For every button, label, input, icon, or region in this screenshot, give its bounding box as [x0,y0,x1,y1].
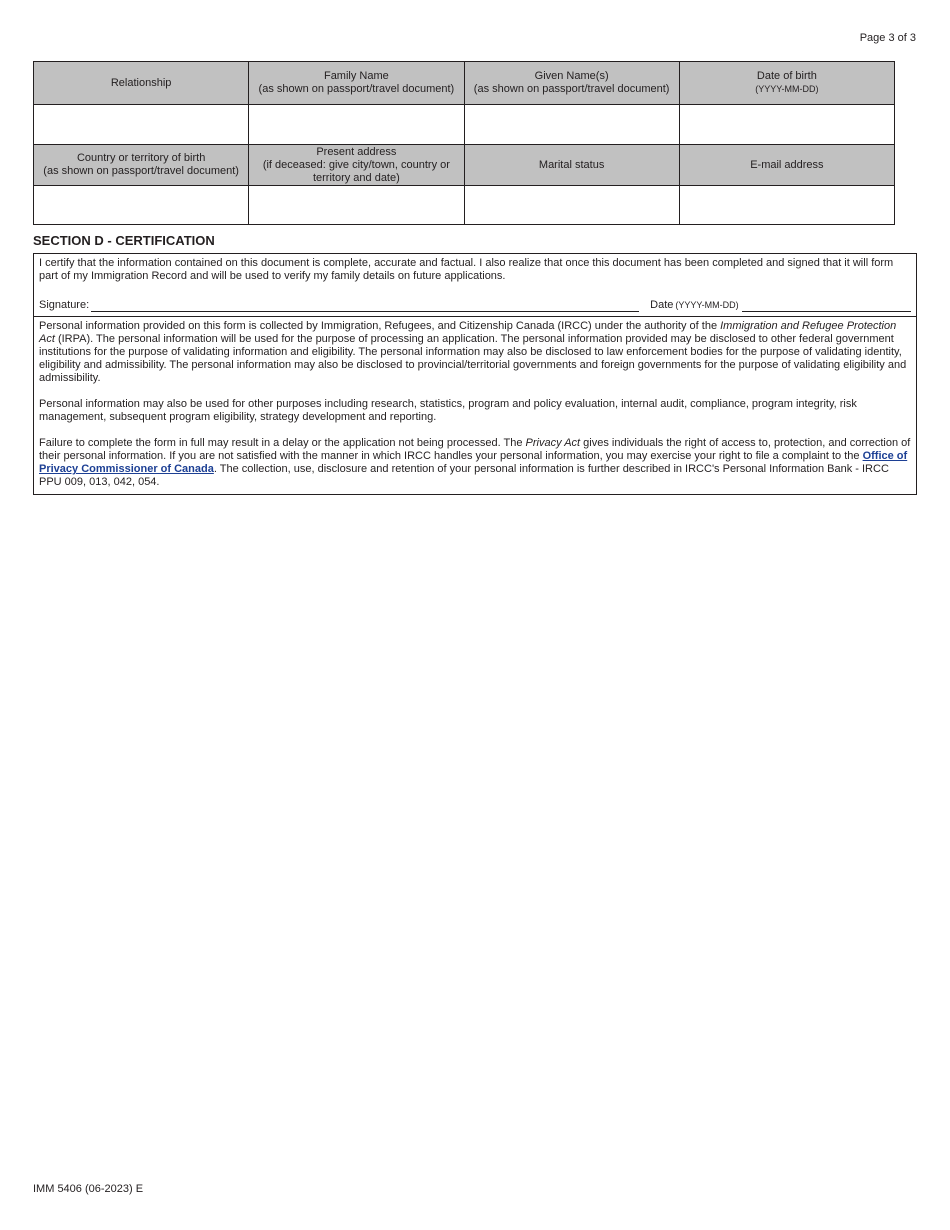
dob-header-label: Date of birth [756,70,817,82]
relationship-cell [34,105,249,145]
country-birth-field[interactable] [37,190,245,220]
privacy-paragraph-3 [39,437,911,489]
signature-row [39,296,911,312]
privacy-commissioner-link[interactable]: Office of Privacy Commissioner of Canada [39,450,908,475]
section-d-title: SECTION D - CERTIFICATION [33,233,215,248]
family-name-field[interactable] [252,110,460,140]
page-number: Page 3 of 3 [859,32,916,44]
country-birth-header [34,145,249,186]
date-format-hint: (YYYY-MM-DD) [675,300,739,310]
marital-status-field[interactable] [468,190,676,220]
given-names-field[interactable] [468,110,676,140]
relationship-header [34,62,249,105]
table-header-row [34,62,895,105]
country-birth-header-label: Country or territory of birth [76,152,206,164]
relationship-header-label: Relationship [110,76,172,89]
email-field[interactable] [683,190,891,220]
given-names-header [464,62,679,105]
given-names-header-note: (as shown on passport/travel document) [473,83,670,95]
marital-status-cell [464,186,679,225]
signature-field[interactable] [91,297,639,312]
table-row [34,186,895,225]
privacy-p1-text-b: (IRPA). The personal information will be used for the purpose of processing an application. The personal information provided may be disclosed to other federal government institutions for the purpose of validating information and eligibility. The personal information may also be disclosed to law enforcement bodies for the purpose of validating identity, eligibility and admissibility. The personal information may also be disclosed to provincial/territorial governments and foreign governments for the purpose of validating eligibility and admissibility. [39,333,907,384]
marital-status-header [464,145,679,186]
irpa-act-name: Immigration and Refugee Protection Act [39,320,897,345]
date-field[interactable] [742,297,911,312]
certification-statement [34,254,916,317]
privacy-p3-text-b: gives individuals the right of access to, protection, and correction of their personal information. If you are not satisfied with the manner in which IRCC handles your personal information, you may exercise your right to file a complaint to the [39,437,911,462]
privacy-act-name: Privacy Act [525,437,581,449]
dob-header-format: (YYYY-MM-DD) [755,84,819,94]
signature-label: Signature: [39,299,90,311]
present-address-header-label: Present address [316,145,397,158]
privacy-paragraph-1 [39,320,911,385]
dob-header [679,62,894,105]
family-name-header [249,62,464,105]
given-names-cell [464,105,679,145]
email-header-label: E-mail address [750,158,824,171]
present-address-cell [249,186,464,225]
certification-box [33,253,917,495]
present-address-header [249,145,464,186]
certification-text: I certify that the information contained on this document is complete, accurate and factual. I also realize that once this document has been completed and signed that it will form part of my Immigration Record and will be used to verify my family details on future applications. [39,257,894,282]
present-address-field[interactable] [252,190,460,220]
date-label: Date [650,299,674,311]
privacy-p3-text-a: Failure to complete the form in full may result in a delay or the application not being processed. The [39,437,526,449]
relationship-field[interactable] [37,110,245,140]
family-name-header-label: Family Name [323,70,389,82]
family-member-table [33,61,895,225]
email-header [679,145,894,186]
given-names-header-label: Given Name(s) [534,70,609,82]
family-name-cell [249,105,464,145]
privacy-p1-text-a: Personal information provided on this form is collected by Immigration, Refugees, and Citizenship Canada (IRCC) under the authority of the [39,320,721,332]
dob-field[interactable] [683,110,891,140]
dob-cell [679,105,894,145]
country-birth-cell [34,186,249,225]
email-cell [679,186,894,225]
privacy-paragraph-2: Personal information may also be used for other purposes including research, statistics, program and policy evaluation, internal audit, compliance, program integrity, risk management, subsequent program eligibility, strategy development and reporting. [39,398,857,423]
marital-status-header-label: Marital status [538,158,605,171]
country-birth-header-note: (as shown on passport/travel document) [43,165,239,177]
privacy-notice [34,317,916,494]
family-name-header-note: (as shown on passport/travel document) [258,83,455,95]
table-header-row [34,145,895,186]
privacy-p3-text-c: . The collection, use, disclosure and retention of your personal information is further described in IRCC's Personal Information Bank - IRCC PPU 009, 013, 042, 054. [39,463,889,488]
present-address-header-note: (if deceased: give city/town, country or territory and date) [262,158,450,184]
form-code-footer: IMM 5406 (06-2023) E [33,1183,144,1195]
table-row [34,105,895,145]
